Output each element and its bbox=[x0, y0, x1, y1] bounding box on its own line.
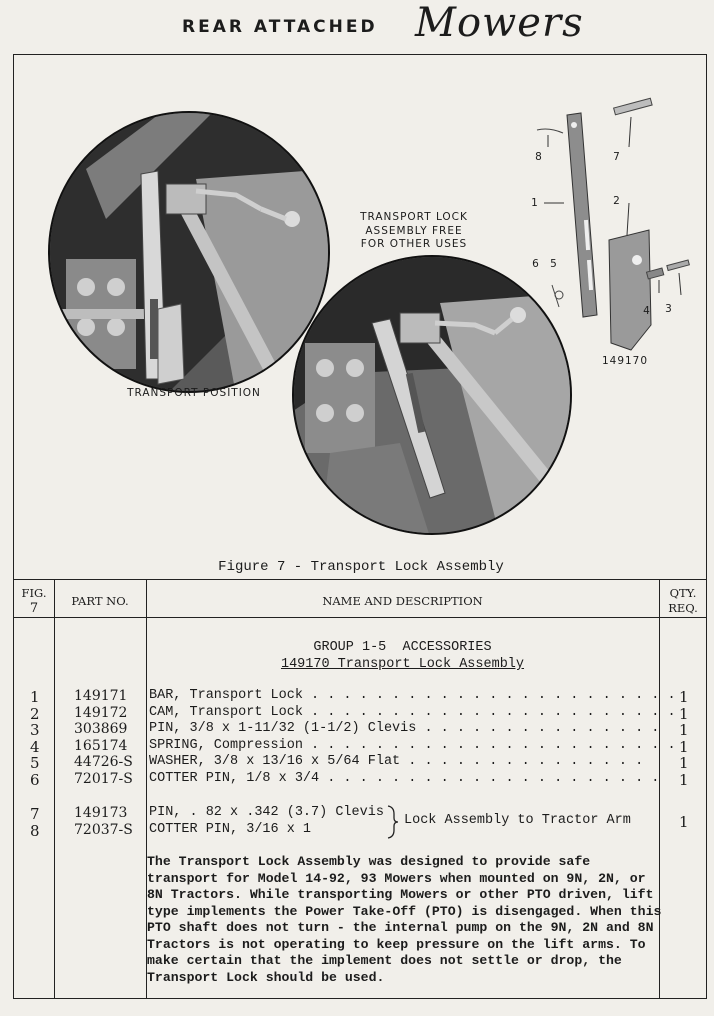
callout-7: 7 bbox=[613, 151, 621, 163]
assembly-number-label: 149170 bbox=[601, 355, 649, 367]
row-description: PIN, . 82 x .342 (3.7) Clevis bbox=[149, 805, 384, 820]
row-part-no: 72037-S bbox=[74, 821, 133, 838]
table-row bbox=[14, 721, 708, 738]
callout-3: 3 bbox=[665, 303, 673, 315]
page-title-script: Mowers bbox=[415, 0, 584, 46]
page-header bbox=[0, 0, 714, 52]
row-part-no: 165174 bbox=[74, 737, 128, 754]
label-lock-free-line: FOR OTHER USES bbox=[360, 238, 468, 250]
header-req: REQ. bbox=[668, 601, 698, 615]
bracket-brace bbox=[386, 805, 400, 839]
label-lock-free bbox=[334, 211, 494, 252]
callout-1: 1 bbox=[531, 197, 539, 209]
table-row bbox=[14, 705, 708, 722]
row-fig: 4 bbox=[30, 737, 40, 756]
header-divider bbox=[14, 617, 706, 618]
header-fig-number: 7 bbox=[29, 601, 39, 616]
row-fig: 7 bbox=[30, 805, 40, 823]
row-part-no: 149171 bbox=[74, 688, 128, 704]
row-fig: 8 bbox=[30, 821, 40, 840]
parts-exploded-drawing bbox=[519, 95, 704, 375]
pair-note: Lock Assembly to Tractor Arm bbox=[404, 813, 631, 828]
row-description: WASHER, 3/8 x 13/16 x 5/64 Flat . . . . . . . . . . . . . . . bbox=[149, 754, 644, 769]
parts-table bbox=[13, 579, 707, 999]
column-divider bbox=[54, 580, 55, 998]
header-fig: FIG. bbox=[21, 586, 47, 600]
callout-5: 5 bbox=[550, 258, 558, 270]
row-fig: 5 bbox=[30, 754, 40, 772]
callout-8: 8 bbox=[535, 151, 543, 163]
table-row bbox=[14, 738, 708, 755]
parts-rows bbox=[14, 688, 708, 787]
group-title: GROUP 1-5 ACCESSORIES bbox=[313, 640, 492, 655]
callout-4: 4 bbox=[643, 305, 651, 317]
row-description: PIN, 3/8 x 1-11/32 (1-1/2) Clevis . . . . . . . . . . . . . . . bbox=[149, 721, 660, 736]
row-description: COTTER PIN, 1/8 x 3/4 . . . . . . . . . . . . . . . . . . . . . bbox=[149, 770, 660, 786]
row-fig: 6 bbox=[30, 770, 40, 789]
row-description: COTTER PIN, 3/16 x 1 bbox=[149, 821, 312, 837]
label-lock-free-line: TRANSPORT LOCK bbox=[360, 211, 468, 223]
table-row bbox=[14, 754, 708, 771]
paired-rows bbox=[14, 805, 708, 838]
group-subtitle: 149170 Transport Lock Assembly bbox=[280, 657, 525, 672]
assembly-note: The Transport Lock Assembly was designed to provide safe transport for Model 14-92, 93 Mowers when mounted on 9N, 2N, or 8N Tractors. While transporting Mowers or other PTO driven, lift type implements the Power Take-Off (PTO) is disengaged. When this PTO shaft does not turn - the internal pump on the 9N, 2N and 8N Tractors is not operating to keep pressure on the lift arms. To make certain that the implement does not settle or drop, the Transport Lock should be used. bbox=[147, 854, 662, 985]
row-qty: 1 bbox=[679, 770, 689, 789]
callout-2: 2 bbox=[613, 195, 621, 207]
row-part-no: 44726-S bbox=[74, 754, 133, 770]
figure-caption: Figure 7 - Transport Lock Assembly bbox=[218, 559, 504, 575]
table-row bbox=[14, 688, 708, 705]
row-qty: 1 bbox=[679, 704, 689, 723]
row-qty: 1 bbox=[679, 721, 689, 739]
row-part-no: 72017-S bbox=[74, 770, 133, 787]
header-name-description: NAME AND DESCRIPTION bbox=[322, 594, 483, 608]
label-transport-position: TRANSPORT POSITION bbox=[127, 387, 261, 399]
row-description: SPRING, Compression . . . . . . . . . . . . . . . . . . . . . . . bbox=[149, 737, 676, 753]
table-row bbox=[14, 771, 708, 788]
row-part-no: 303869 bbox=[74, 721, 128, 737]
row-fig: 1 bbox=[30, 688, 40, 706]
row-qty: 1 bbox=[679, 754, 689, 772]
row-fig: 2 bbox=[30, 704, 40, 723]
page-title: REAR ATTACHED bbox=[182, 17, 378, 37]
pair-qty: 1 bbox=[679, 813, 689, 831]
row-fig: 3 bbox=[30, 721, 40, 739]
row-description: BAR, Transport Lock . . . . . . . . . . . . . . . . . . . . . . . bbox=[149, 688, 676, 703]
label-lock-free-line: ASSEMBLY FREE bbox=[365, 224, 463, 237]
row-part-no: 149172 bbox=[74, 704, 128, 721]
row-description: CAM, Transport Lock . . . . . . . . . . . . . . . . . . . . . . . bbox=[149, 704, 676, 720]
row-part-no: 149173 bbox=[74, 805, 128, 821]
header-qty: QTY. bbox=[669, 586, 697, 600]
header-part-no: PART NO. bbox=[71, 594, 129, 608]
callout-6: 6 bbox=[532, 258, 540, 270]
row-qty: 1 bbox=[679, 688, 689, 706]
figure-panel bbox=[13, 54, 707, 580]
row-qty: 1 bbox=[679, 737, 689, 756]
